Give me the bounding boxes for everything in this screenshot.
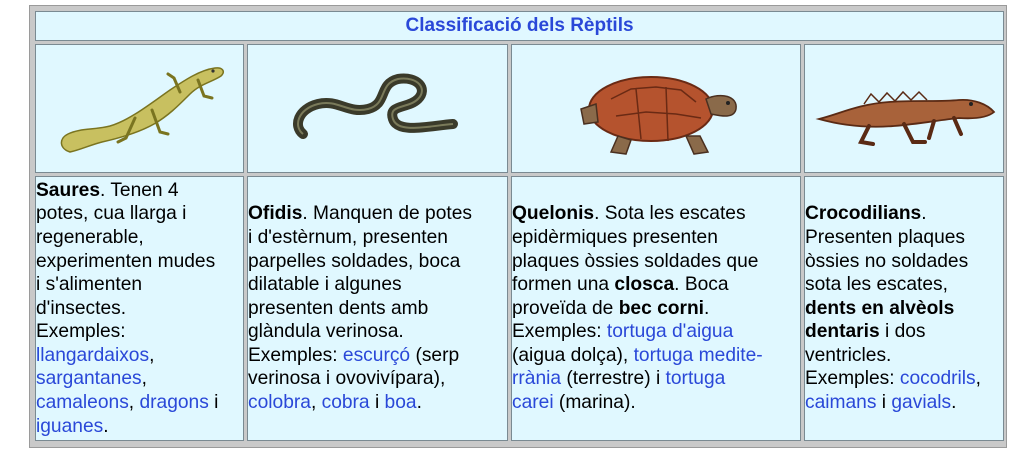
species-link[interactable]: tortuga d'aigua <box>606 321 734 343</box>
text-segment: d'insectes. <box>36 297 127 319</box>
text-segment: proveïda de <box>512 297 619 319</box>
ofidis-description <box>247 176 508 441</box>
species-link[interactable]: rrània <box>512 368 562 390</box>
text-segment: . <box>951 392 957 414</box>
text-segment: , <box>975 368 981 390</box>
text-line <box>805 202 1003 226</box>
text-line <box>805 297 1003 321</box>
text-segment: òssies no soldades <box>805 250 969 272</box>
text-segment: glàndula verinosa. <box>248 321 404 343</box>
bold-term: Quelonis <box>512 203 595 225</box>
text-segment: dilatable i algunes <box>248 274 402 296</box>
text-line <box>805 273 1003 297</box>
table-title: Classificació dels Rèptils <box>35 11 1004 41</box>
text-line <box>805 367 1003 391</box>
bold-term: closca <box>614 274 675 296</box>
text-line <box>248 250 507 274</box>
snake-image-cell <box>247 44 508 173</box>
text-line <box>805 226 1003 250</box>
species-link[interactable]: sargantanes <box>36 368 142 390</box>
species-link[interactable]: llangardaixos <box>36 344 150 366</box>
text-segment: . <box>921 203 927 225</box>
text-segment: presenten dents amb <box>248 297 429 319</box>
species-link[interactable]: boa <box>384 392 417 414</box>
lizard-icon <box>50 54 230 164</box>
bold-term: dents en alvèols <box>805 297 955 319</box>
text-line <box>512 391 800 415</box>
crocodile-icon <box>809 64 999 154</box>
text-line <box>36 320 243 344</box>
species-link[interactable]: tortuga <box>665 368 726 390</box>
text-segment: . Sota les escates <box>594 203 746 225</box>
text-line <box>36 273 243 297</box>
text-segment: , <box>310 392 322 414</box>
text-line <box>805 344 1003 368</box>
text-segment: parpelles soldades, boca <box>248 250 461 272</box>
species-link[interactable]: camaleons <box>36 392 129 414</box>
text-segment: Exemples: <box>248 344 343 366</box>
text-line <box>36 226 243 250</box>
species-link[interactable]: cobra <box>321 392 370 414</box>
bold-term: Saures <box>36 179 100 201</box>
text-line <box>36 202 243 226</box>
saures-description <box>35 176 244 441</box>
species-link[interactable]: cocodrils <box>899 368 976 390</box>
text-segment: Exemples: <box>36 321 126 343</box>
text-segment: i <box>876 392 892 414</box>
turtle-image-cell <box>511 44 801 173</box>
bold-term: dentaris <box>805 321 880 343</box>
reptile-classification-frame <box>29 5 1007 448</box>
text-segment: i s'alimenten <box>36 274 143 296</box>
text-segment: Exemples: <box>805 368 900 390</box>
text-segment: . <box>416 392 422 414</box>
species-link[interactable]: tortuga medite- <box>633 344 763 366</box>
text-segment: plaques òssies soldades que <box>512 250 759 272</box>
text-line <box>512 320 800 344</box>
text-segment: , <box>128 392 140 414</box>
text-line <box>512 202 800 226</box>
bold-term: bec corni <box>618 297 704 319</box>
species-link[interactable]: carei <box>512 392 554 414</box>
text-line <box>248 344 507 368</box>
turtle-icon <box>556 54 756 164</box>
text-segment: (serp <box>410 344 460 366</box>
text-segment: formen una <box>512 274 615 296</box>
text-line <box>512 297 800 321</box>
text-segment: . Manquen de potes <box>302 203 472 225</box>
text-line <box>36 297 243 321</box>
text-line <box>512 273 800 297</box>
text-line <box>36 179 243 203</box>
text-segment: i <box>208 392 219 414</box>
species-link[interactable]: caimans <box>805 392 877 414</box>
text-line <box>248 320 507 344</box>
text-segment: , <box>141 368 147 390</box>
text-segment: verinosa i ovovivípara), <box>248 368 446 390</box>
species-link[interactable]: dragons <box>139 392 209 414</box>
text-line <box>512 344 800 368</box>
text-line <box>248 226 507 250</box>
text-segment: potes, cua llarga i <box>36 203 187 225</box>
text-segment: Exemples: <box>512 321 607 343</box>
text-segment: (aigua dolça), <box>512 344 634 366</box>
text-line <box>248 297 507 321</box>
snake-icon <box>278 64 478 154</box>
text-segment: i <box>369 392 385 414</box>
text-line <box>36 344 243 368</box>
text-line <box>805 320 1003 344</box>
text-line <box>512 226 800 250</box>
crocodile-image-cell <box>804 44 1004 173</box>
text-segment: , <box>149 344 155 366</box>
text-line <box>805 250 1003 274</box>
text-segment: . Tenen 4 <box>100 179 179 201</box>
text-segment: experimenten mudes <box>36 250 216 272</box>
reptile-classification-table <box>32 8 1007 444</box>
species-link[interactable]: iguanes <box>36 415 104 437</box>
lizard-image-cell <box>35 44 244 173</box>
text-segment: sota les escates, <box>805 274 948 296</box>
crocodilians-description <box>804 176 1004 441</box>
text-line <box>36 367 243 391</box>
text-segment: epidèrmiques presenten <box>512 226 718 248</box>
text-segment: i d'estèrnum, presenten <box>248 226 448 248</box>
text-line <box>248 367 507 391</box>
text-line <box>248 391 507 415</box>
text-line <box>36 391 243 415</box>
text-segment: . <box>103 415 109 437</box>
text-segment: . Boca <box>674 274 729 296</box>
text-segment: ventricles. <box>805 344 892 366</box>
text-segment: regenerable, <box>36 226 144 248</box>
text-line <box>248 273 507 297</box>
bold-term: Ofidis <box>248 203 303 225</box>
species-link[interactable]: escurçó <box>342 344 411 366</box>
text-segment: Presenten plaques <box>805 226 966 248</box>
text-segment: . <box>704 297 710 319</box>
text-line <box>805 391 1003 415</box>
bold-term: Crocodilians <box>805 203 922 225</box>
text-line <box>248 202 507 226</box>
species-link[interactable]: gavials <box>891 392 952 414</box>
quelonis-description <box>511 176 801 441</box>
text-segment: i dos <box>879 321 926 343</box>
text-segment: (terrestre) i <box>561 368 666 390</box>
text-segment: (marina). <box>553 392 636 414</box>
text-line <box>512 250 800 274</box>
text-line <box>512 367 800 391</box>
text-line <box>36 415 243 439</box>
species-link[interactable]: colobra <box>248 392 311 414</box>
text-line <box>36 250 243 274</box>
